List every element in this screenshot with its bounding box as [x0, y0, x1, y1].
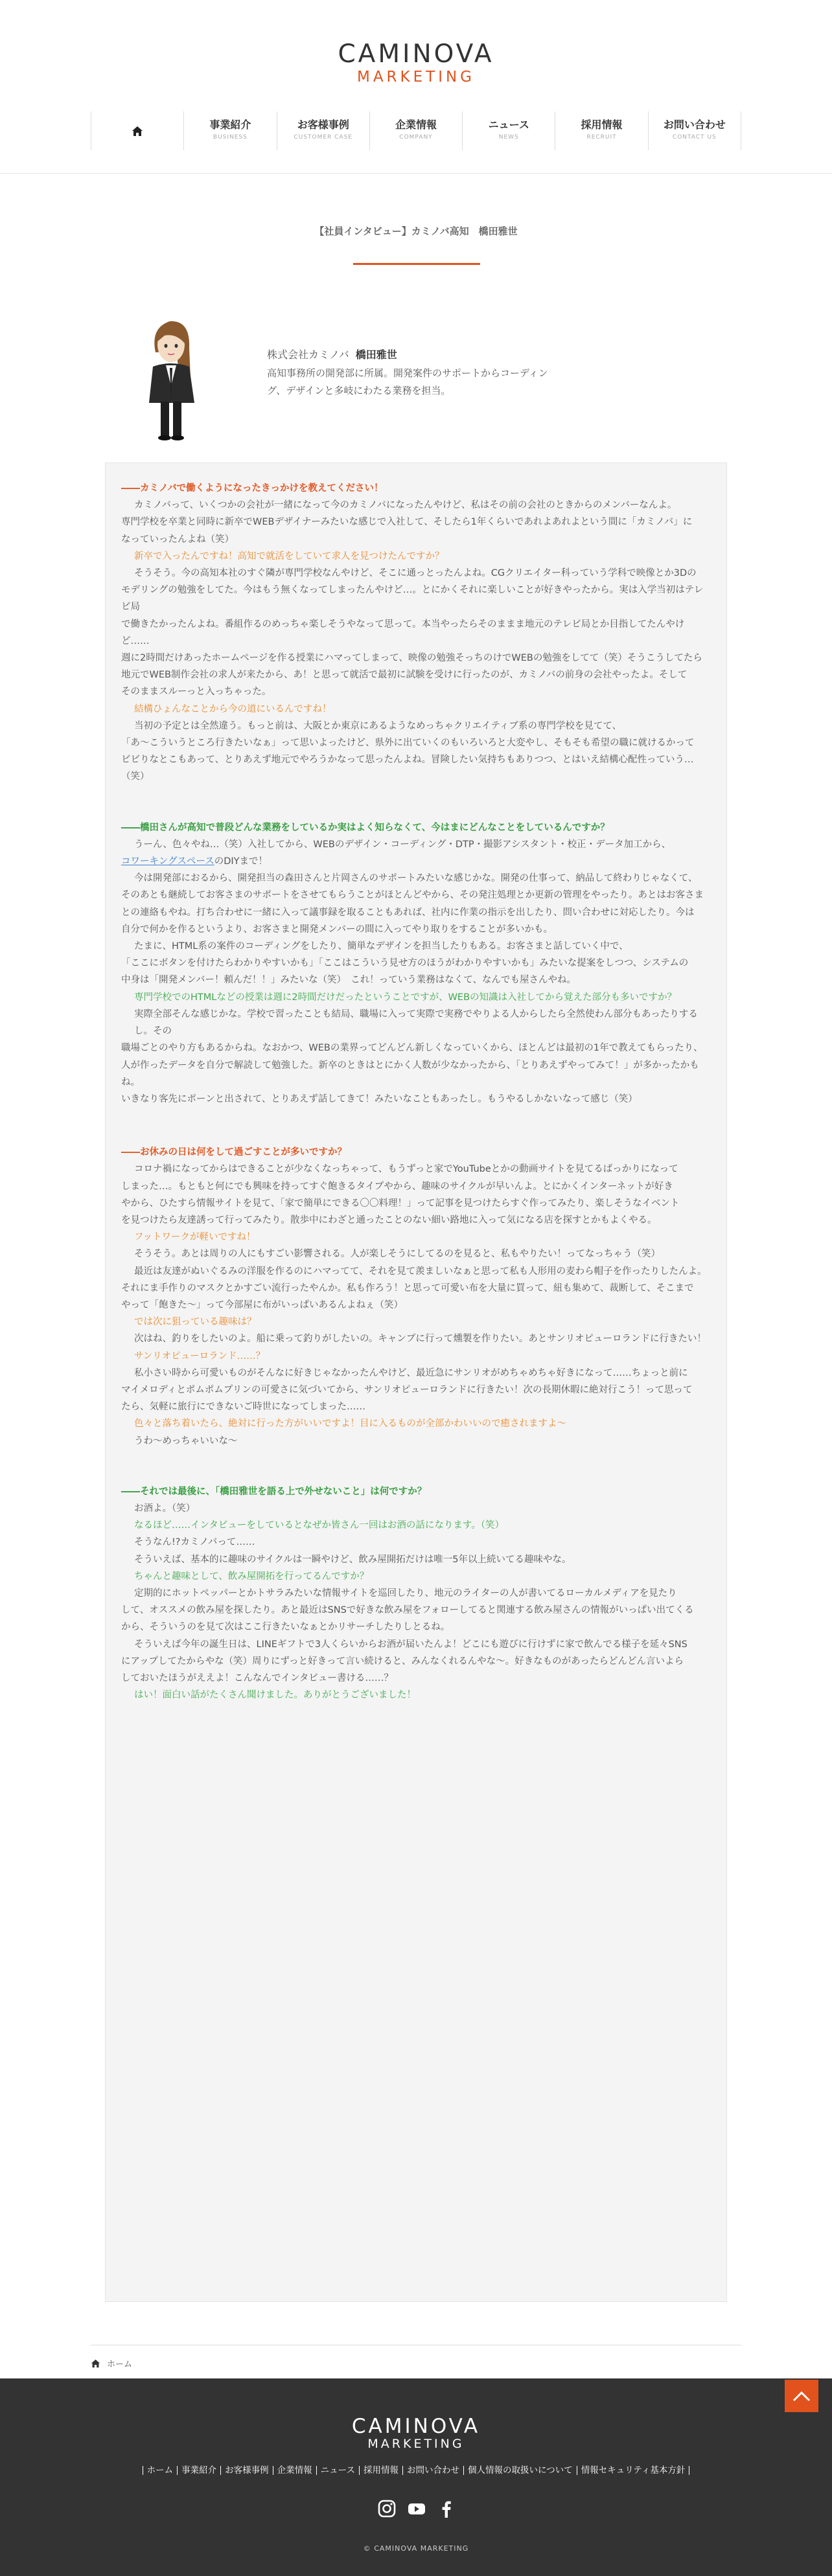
question-heading: ――お休みの日は何をして過ごすことが多いですか？ [121, 1147, 347, 1158]
youtube-icon[interactable] [407, 2499, 426, 2521]
question-heading: ――それでは最後に、「橋田雅世を語る上で外せないこと」は何ですか？ [121, 1486, 427, 1497]
footer-link[interactable]: 企業情報 [273, 2466, 316, 2475]
nav-sublabel: BUSINESS [213, 134, 248, 141]
answer-text: で働きたかったんよね。番組作るのめっちゃ楽しそうやなって思って。本当やったらそのままま地元のテレビ局とか目指してたんやけど…… [121, 619, 685, 646]
social-links [377, 2499, 456, 2521]
chevron-up-icon [792, 2389, 811, 2402]
nav-label: 企業情報 [395, 119, 437, 131]
answer-text: 人が作ったデータを自分で解読して勉強した。新卒のときはとにかく人数が少なかったから、「とりあえずやってみて！」が多かったかもね。 [121, 1060, 699, 1088]
answer-text: モデリングの勉強をしてた。今はもう無くなってしまったんやけど…。とにかくそれに楽しいことが好きやったから。実は入学当初はテレビ局 [121, 585, 704, 613]
answer-text: コロナ禍になってからはできることが少なくなっちゃって、もうずっと家でYouTubeとかの動画サイトを見てるばっかりになって [134, 1164, 678, 1175]
answer-text: しておいたほうがええよ！こんなんでインタビュー書ける……？ [121, 1673, 393, 1683]
interviewer-text: 専門学校でのHTMLなどの授業は週に2時間だけだったということですが、WEBの知識は入社してから覚えた部分も多いですか？ [134, 992, 677, 1003]
profile-description: 高知事務所の開発部に所属。開発案件のサポートからコーディング、デザインと多岐にわたる業務を担当。 [267, 367, 548, 396]
nav-label: ニュース [488, 119, 529, 131]
interview-article [105, 462, 727, 2302]
nav-label: 事業紹介 [209, 119, 251, 131]
nav-news[interactable] [462, 111, 555, 150]
logo-line1: CAMINOVA [338, 40, 494, 69]
breadcrumb-home[interactable]: ホーム [107, 2360, 133, 2369]
answer-text: うわ〜めっちゃいいな〜 [134, 1435, 238, 1446]
footer-link[interactable]: ホーム [143, 2466, 178, 2475]
answer-text: のDIYまで！ [214, 856, 268, 867]
answer-text: 専門学校を卒業と同時に新卒でWEBデザイナーみたいな感じで入社して、そしたら1年くらいであれよあれよという間に「カミノバ」に [121, 517, 693, 528]
interviewer-text: では次に狙っている趣味は？ [134, 1317, 257, 1328]
nav-business[interactable] [183, 111, 276, 150]
nav-sublabel: RECRUIT [586, 134, 617, 141]
site-footer [0, 2378, 832, 2576]
answer-text: そういえば今年の誕生日は、LINEギフトで3人くらいからお酒が届いたんよ！どこにも遊びに行けずに家で飲んでる様子を延々SNS [134, 1639, 688, 1650]
answer-text: そのままスルーっと入っちゃった。 [121, 687, 272, 698]
interviewer-text: 結構ひょんなことから今の道にいるんですね！ [134, 703, 332, 714]
nav-sublabel: NEWS [498, 134, 519, 141]
answer-text: いきなり客先にポーンと出されて、とりあえず話してきて！みたいなこともあったし。もうやるしかないなって感じ（笑） [121, 1093, 638, 1104]
answer-text: 週に2時間だけあったホームページを作る授業にハマってしまって、映像の勉強そっちのけでWEBの勉強をしてて（笑）そうこうしてたら [121, 653, 702, 664]
title-underline [353, 263, 480, 265]
coworking-link[interactable]: コワーキングスペース [121, 856, 214, 867]
answer-text: マイメロディとポムポムプリンの可愛さに気づいてから、サンリオピューロランドに行きたい！次の長期休暇に絶対行こう！って思って [121, 1384, 693, 1395]
answer-text: から、そういうのを見て次はここ行きたいなぁとかリサーチしたりしとるね。 [121, 1622, 450, 1633]
home-icon [132, 126, 143, 137]
answer-text: カミノバって、いくつかの会社が一緒になって今のカミノバになったんやけど、私はその前の会社のときからのメンバーなんよ。 [134, 500, 677, 511]
answer-text: 自分で何かを作るというより、お客さまと開発メンバーの間に入ってやり取りをすることが多いかも。 [121, 924, 553, 935]
profile [267, 346, 565, 400]
answer-text: そのあとも継続してお客さまのサポートをさせてもらうことがほとんどやから、その発注処理とか更新の管理をやったり。あとはお客さま [121, 890, 704, 901]
interviewer-text: はい！面白い話がたくさん聞けました。ありがとうございました！ [134, 1690, 416, 1701]
footer-logo[interactable] [0, 2416, 832, 2451]
answer-text: お酒よ。（笑） [134, 1503, 196, 1514]
answer-text: そうなん!?カミノバって…… [134, 1537, 255, 1548]
answer-text: 地元でWEB制作会社の求人が来たから、あ！と思って就活で最初に試験を受けに行ったのが、カミノバの前身の会社やったよ。そして [121, 670, 688, 681]
profile-name: 橋田雅世 [355, 348, 397, 361]
answer-text: 最近は友達がぬいぐるみの洋服を作るのにハマってて、それを見て羨ましいなぁと思って私も人形用の麦わら帽子を作ったりしたんよ。 [134, 1266, 707, 1277]
answer-text: そういえば、基本的に趣味のサイクルは一瞬やけど、飲み屋開拓だけは唯一5年以上続いてる趣味やな。 [134, 1554, 572, 1565]
instagram-icon[interactable] [377, 2499, 397, 2521]
answer-text: 「あ〜こういうところ行きたいなぁ」って思いよったけど、県外に出ていくのもいろいろと大変やし、そもそも希望の職に就けるかって [121, 738, 695, 749]
answer-text: たまに、HTML系の案件のコーディングをしたり、簡単なデザインを担当したりもある。お客さまと話していく中で、 [134, 941, 629, 952]
footer-logo-line1: CAMINOVA [351, 2415, 481, 2438]
spacer [121, 1450, 711, 1483]
footer-link[interactable]: お問い合わせ [402, 2466, 463, 2475]
nav-label: お問い合わせ [663, 119, 726, 131]
answer-text: 中身は「開発メンバー！頼んだ！！」みたいな（笑） これ！っていう業務はなくて、なんでも屋さんやね。 [121, 975, 576, 986]
scroll-to-top-button[interactable] [785, 2380, 818, 2412]
answer-text: なっていったんよね（笑） [121, 534, 234, 545]
nav-customer-case[interactable] [277, 111, 369, 150]
global-nav [91, 111, 741, 150]
answer-text: にアップしてたからやな（笑）周りにずっと好きって言い続けると、みんなくれるんやな〜。好きなものがあったらどんどん言いよら [121, 1656, 684, 1667]
answer-text: 「ここにボタンを付けたらわかりやすいかも」「ここはこういう見せ方のほうがわかりやすいかも」みたいな提案をしつつ、システムの [121, 958, 689, 969]
answer-text: それにま手作りのマスクとかすごい流行ったやんか。私も作ろう！と思って可愛い布を大量に買って、紐も集めて、裁断して、そこまで [121, 1282, 694, 1294]
interviewer-text: なるほど……インタビューをしているとなぜか皆さん一回はお酒の話になります。（笑） [134, 1520, 505, 1531]
nav-recruit[interactable] [555, 111, 647, 150]
answer-text: やから、ひたすら情報サイトを見て、「家で簡単にできる〇〇料理！」って記事を見つけたらすぐ作ってみたり、楽しそうなイベント [121, 1198, 680, 1209]
answer-text [121, 853, 711, 870]
copyright: © CAMINOVA MARKETING [363, 2544, 469, 2553]
nav-sublabel: COMPANY [399, 134, 433, 141]
footer-nav [0, 2465, 832, 2476]
footer-logo-line2: MARKETING [367, 2437, 465, 2451]
answer-text: して、オススメの飲み屋を探したり。あと最近はSNSで好きな飲み屋をフォローしてると関連する飲み屋さんの情報がいっぱい出てくる [121, 1605, 694, 1616]
answer-text: 今は開発部におるから、開発担当の森田さんと片岡さんのサポートみたいな感じかな。開発の仕事って、納品して終わりじゃなくて、 [134, 873, 698, 884]
footer-link[interactable]: お客様事例 [220, 2466, 273, 2475]
profile-company: 株式会社カミノバ [267, 348, 349, 361]
answer-text: 私小さい時から可愛いものがそんなに好きじゃなかったんやけど、最近急にサンリオがめちゃめちゃ好きになって……ちょっと前に [134, 1367, 688, 1378]
answer-text: 職場ごとのやり方もあるからね。なおかつ、WEBの業界ってどんどん新しくなっていくから、ほとんどは最初の1年で教えてもらったり、 [121, 1043, 703, 1054]
logo-line2: MARKETING [356, 69, 476, 85]
answer-text: を見つけたら友達誘って行ってみたり。散歩中にわざと通ったことのない細い路地に入って気になる店を探すとかもよくやる。 [121, 1214, 657, 1225]
answer-text: 次はね、釣りをしたいのよ。船に乗って釣りがしたいの。キャンプに行って燻製を作りたい。あとサンリオピューロランドに行きたい！ [134, 1334, 707, 1345]
interviewer-text: 色々と落ち着いたら、絶対に行った方がいいですよ！目に入るものが全部かわいいので癒されますよ〜 [134, 1419, 566, 1430]
page-title: 【社員インタビュー】カミノバ高知 橋田雅世 [314, 225, 518, 237]
footer-link[interactable]: 個人情報の取扱いについて [463, 2466, 577, 2475]
nav-home[interactable] [91, 111, 183, 150]
nav-contact[interactable] [648, 111, 741, 150]
nav-company[interactable] [369, 111, 462, 150]
answer-text: 実際全部そんな感じかな。学校で習ったことも結局、職場に入って実際で実務でやりよる人からしたら全然使わん部分もあったりするし。その [134, 1009, 698, 1037]
footer-link[interactable]: 情報セキュリティ基本方針 [577, 2466, 690, 2475]
site-header [0, 0, 832, 174]
answer-text: ビビりなとこもあって、とりあえず地元でやろうかなって思ったんよね。冒険したい気持ちもありつつ、とはいえ結構心配性っていう…（笑） [121, 755, 694, 782]
answer-text: 当初の予定とは全然違う。もっと前は、大阪とか東京にあるようなめっちゃクリエイティブ系の専門学校を見てて、 [134, 720, 622, 731]
footer-link[interactable]: 事業紹介 [177, 2466, 220, 2475]
answer-text: との連絡もやね。打ち合わせに一緒に入って議事録を取ることもあれば、社内に作業の指示を出したり、問い合わせに対応したり。今は [121, 907, 695, 918]
nav-sublabel: CONTACT US [672, 134, 717, 141]
breadcrumb [91, 2345, 741, 2369]
spacer [121, 1108, 711, 1141]
interviewer-text: 新卒で入ったんですね！高知で就活をしていて求人を見つけたんですか？ [134, 551, 445, 562]
spacer [121, 786, 711, 819]
nav-sublabel: CUSTOMER CASE [294, 134, 352, 141]
answer-text: うーん、色々やね…（笑）入社してから、WEBのデザイン・コーディング・DTP・撮影アシスタント・校正・データ加工から、 [134, 839, 671, 850]
facebook-icon[interactable] [437, 2499, 456, 2521]
interviewer-text: ちゃんと趣味として、飲み屋開拓を行ってるんですか？ [134, 1571, 369, 1582]
answer-text: しまった…。もともと何にでも興味を持ってすぐ飽きるタイプやから、趣味のサイクルが早いんよ。とにかくインターネットが好き [121, 1181, 673, 1192]
answer-text: たら、気軽に旅行にできないご時世になってしまった…… [121, 1402, 365, 1413]
question-heading: ――橋田さんが高知で普段どんな業務をしているか実はよく知らなくて、今はまにどんなことをしているんですか？ [121, 822, 610, 833]
answer-text: そうそう。今の高知本社のすぐ隣が専門学校なんやけど、そこに通っとったんよね。CGクリエイター科っていう学科で映像とか3Dの [134, 568, 697, 579]
answer-text: そうそう。あとは周りの人にもすごい影響される。人が楽しそうにしてるのを見ると、私もやりたい！ってなっちゃう（笑） [134, 1249, 660, 1260]
home-icon [91, 2359, 100, 2368]
profile-company-line [267, 346, 565, 363]
nav-label: 採用情報 [581, 119, 623, 131]
question-heading: ――カミノバで働くようになったきっかけを教えてください！ [121, 483, 384, 494]
avatar [139, 315, 203, 444]
interviewer-text: フットワークが軽いですね！ [134, 1232, 256, 1243]
footer-link[interactable]: ニュース [316, 2466, 359, 2475]
nav-label: お客様事例 [297, 119, 349, 131]
interviewer-text: サンリオピューロランド……？ [134, 1351, 266, 1362]
footer-link[interactable]: 採用情報 [359, 2466, 402, 2475]
answer-text: やって「飽きた〜」って今部屋に布がいっぱいあるんよねぇ（笑） [121, 1299, 403, 1310]
answer-text: 定期的にホットペッパーとかトサラみたいな情報サイトを巡回したり、地元のライターの人が書いてるローカルメディアを見たり [134, 1588, 677, 1599]
site-logo[interactable] [0, 40, 832, 85]
